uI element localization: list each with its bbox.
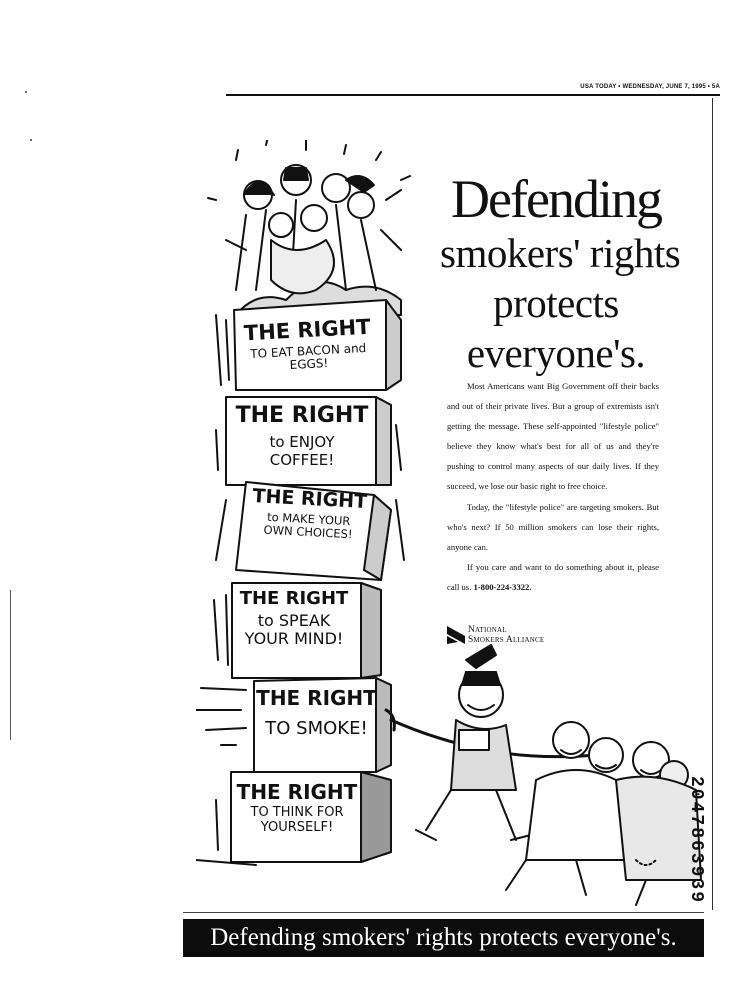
body-paragraph-2: Today, the "lifestyle police" are targeting smokers. But who's next? If 50 million smokers can lose their rights, anyone can. <box>447 501 659 552</box>
box-5-caption <box>254 688 379 740</box>
logo-line-1: National <box>468 625 507 635</box>
box-2-heading: THE RIGHT <box>235 403 369 428</box>
box-6-text: TO THINK FOR YOURSELF! <box>250 805 344 835</box>
headline-line-1: Defending <box>451 169 661 229</box>
body-paragraph-3 <box>447 557 659 597</box>
phone-number: 1-800-224-3322. <box>473 581 532 592</box>
right-rule <box>712 98 713 910</box>
headline <box>440 169 681 378</box>
box-3-caption <box>243 487 375 543</box>
box-4-heading: THE RIGHT <box>239 588 349 609</box>
logo-line-2: Smokers Alliance <box>468 635 545 645</box>
scan-speck <box>30 139 32 141</box>
rope-pullers <box>506 722 701 905</box>
scan-speck <box>25 91 27 93</box>
dateline: USA TODAY • WEDNESDAY, JUNE 7, 1995 • 5A <box>580 84 720 90</box>
body-paragraph-3-text: If you care and want to do something about it, please call us. <box>447 561 659 592</box>
box-5-text: TO SMOKE! <box>265 718 368 739</box>
box-2-caption <box>232 405 372 469</box>
header-rule <box>226 94 720 96</box>
box-1-caption <box>237 316 379 375</box>
box-6-caption <box>232 782 362 836</box>
headline-line-4: everyone's. <box>466 330 646 376</box>
logo-mark-icon <box>446 624 466 646</box>
body-paragraph-1: Most Americans want Big Government off their backs and out of their private lives. But a group of extremists isn't getting the message. These self-appointed "lifestyle police" believe they know what's best for all of us and they're pushing to control many aspects of our daily lives. If they succeed, we lose our basic right to free choice. <box>447 381 659 492</box>
box-1-heading: THE RIGHT <box>243 314 372 346</box>
scan-edge-mark <box>10 590 11 740</box>
box-4-caption <box>234 590 354 649</box>
headline-line-3: protects <box>493 280 619 326</box>
logo-text <box>468 625 544 645</box>
banner-rule <box>183 912 704 913</box>
box-3-text: to MAKE YOUR OWN CHOICES! <box>263 509 353 542</box>
box-2-text: to ENJOY COFFEE! <box>269 433 335 469</box>
document-id-number: 2047863939 <box>686 776 706 905</box>
policeman <box>416 645 531 840</box>
nsa-logo <box>446 624 596 646</box>
bottom-banner: Defending smokers' rights protects everyone's. <box>183 919 704 957</box>
box-4-text: to SPEAK YOUR MIND! <box>244 611 344 649</box>
box-5-heading: THE RIGHT <box>256 686 377 710</box>
box-6-heading: THE RIGHT <box>236 780 358 804</box>
headline-line-2: smokers' rights <box>440 230 681 276</box>
box-1-text: TO EAT BACON and EGGS! <box>249 340 367 373</box>
crowd-on-top <box>208 140 410 315</box>
body-copy <box>447 376 659 597</box>
box-3-heading: THE RIGHT <box>252 485 368 514</box>
